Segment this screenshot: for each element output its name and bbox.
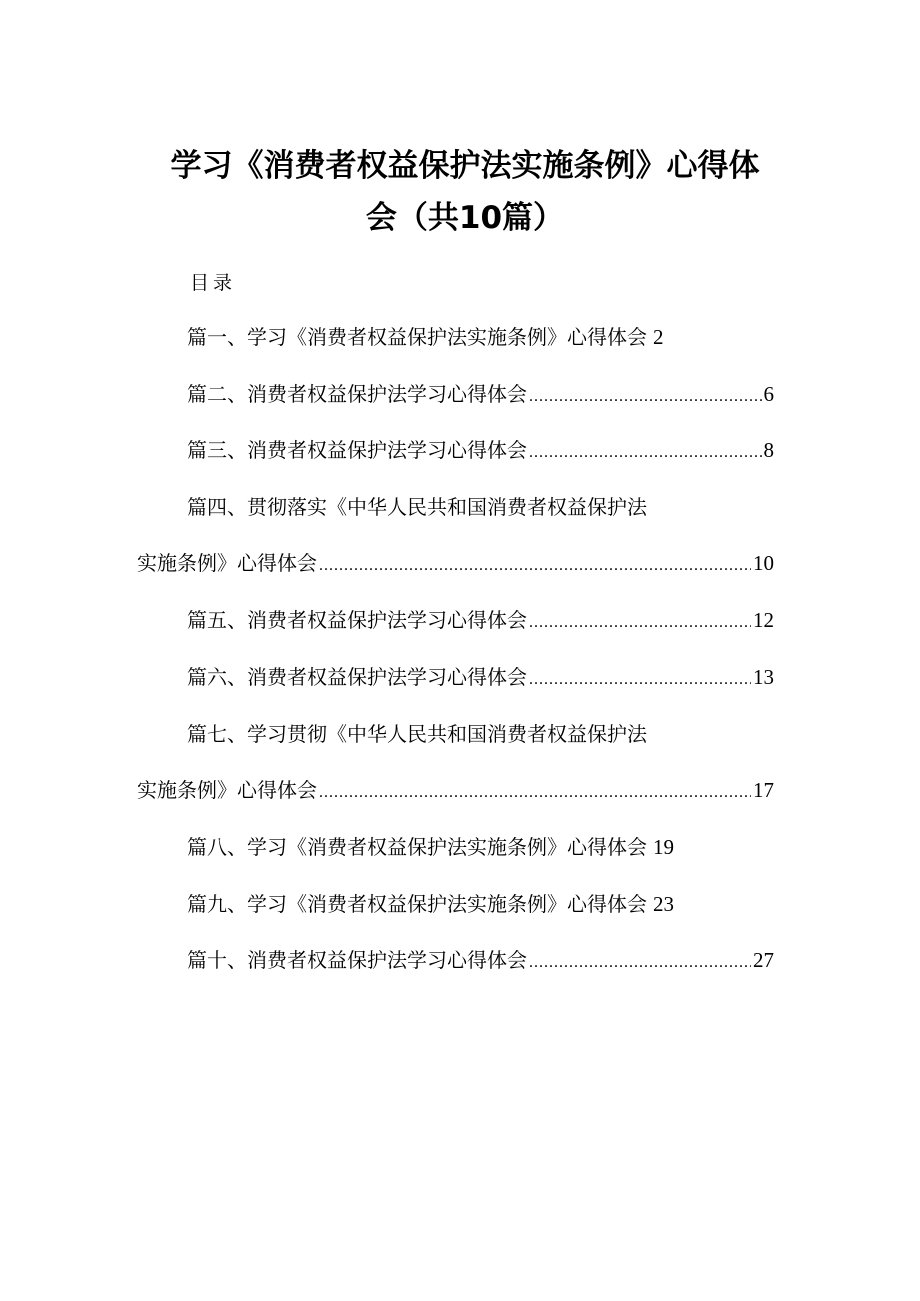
- title-line-2: 会（共10篇）: [365, 200, 565, 236]
- toc-entry-9[interactable]: [187, 889, 774, 919]
- toc-entry-text: 篇一、学习《消费者权益保护法实施条例》心得体会: [187, 325, 647, 349]
- toc-entry-6[interactable]: [187, 662, 774, 695]
- toc-entry-7-line-2[interactable]: [137, 775, 774, 808]
- toc-entry-page: 19: [653, 835, 674, 859]
- toc-entry-page: 17: [753, 778, 774, 802]
- toc-entry-page: 6: [763, 382, 774, 406]
- toc-entry-2[interactable]: [187, 379, 774, 412]
- toc-leader-dots: [529, 665, 751, 695]
- toc-entry-10[interactable]: [187, 945, 774, 978]
- toc-entry-text: 篇六、消费者权益保护法学习心得体会: [187, 665, 527, 689]
- toc-entry-page: 2: [653, 325, 664, 349]
- toc-entry-page: 23: [653, 892, 674, 916]
- toc-entry-page: 13: [753, 665, 774, 689]
- toc-entry-text: 篇十、消费者权益保护法学习心得体会: [187, 948, 527, 972]
- toc-entry-text: 篇五、消费者权益保护法学习心得体会: [187, 608, 527, 632]
- toc-entry-3[interactable]: [187, 435, 774, 468]
- toc-label: 目录: [190, 272, 237, 294]
- toc-entry-text: 篇八、学习《消费者权益保护法实施条例》心得体会: [187, 835, 647, 859]
- toc-entry-page: 8: [763, 438, 774, 462]
- toc-leader-dots: [529, 608, 751, 638]
- toc-entry-4-line-1[interactable]: 篇四、贯彻落实《中华人民共和国消费者权益保护法: [187, 495, 647, 519]
- document-title: [150, 140, 780, 244]
- toc-entry-page: 27: [753, 948, 774, 972]
- toc-entry-text: 篇三、消费者权益保护法学习心得体会: [187, 438, 527, 462]
- toc-leader-dots: [529, 948, 751, 978]
- toc-leader-dots: [319, 551, 751, 581]
- toc-entry-8[interactable]: [187, 832, 774, 862]
- toc-entry-text: 实施条例》心得体会: [137, 778, 317, 802]
- toc-entry-text: 篇二、消费者权益保护法学习心得体会: [187, 382, 527, 406]
- toc-leader-dots: [529, 382, 762, 412]
- toc-entry-page: 12: [753, 608, 774, 632]
- toc-entry-5[interactable]: [187, 605, 774, 638]
- toc-entry-7-line-1[interactable]: 篇七、学习贯彻《中华人民共和国消费者权益保护法: [187, 722, 647, 746]
- toc-entry-1[interactable]: [187, 322, 774, 352]
- toc-entry-text: 实施条例》心得体会: [137, 551, 317, 575]
- toc-entry-4-line-2[interactable]: [137, 548, 774, 581]
- toc-leader-dots: [319, 778, 751, 808]
- toc-entry-text: 篇九、学习《消费者权益保护法实施条例》心得体会: [187, 892, 647, 916]
- title-line-1: 学习《消费者权益保护法实施条例》心得体: [170, 148, 760, 184]
- toc-leader-dots: [529, 438, 762, 468]
- toc-entry-page: 10: [753, 551, 774, 575]
